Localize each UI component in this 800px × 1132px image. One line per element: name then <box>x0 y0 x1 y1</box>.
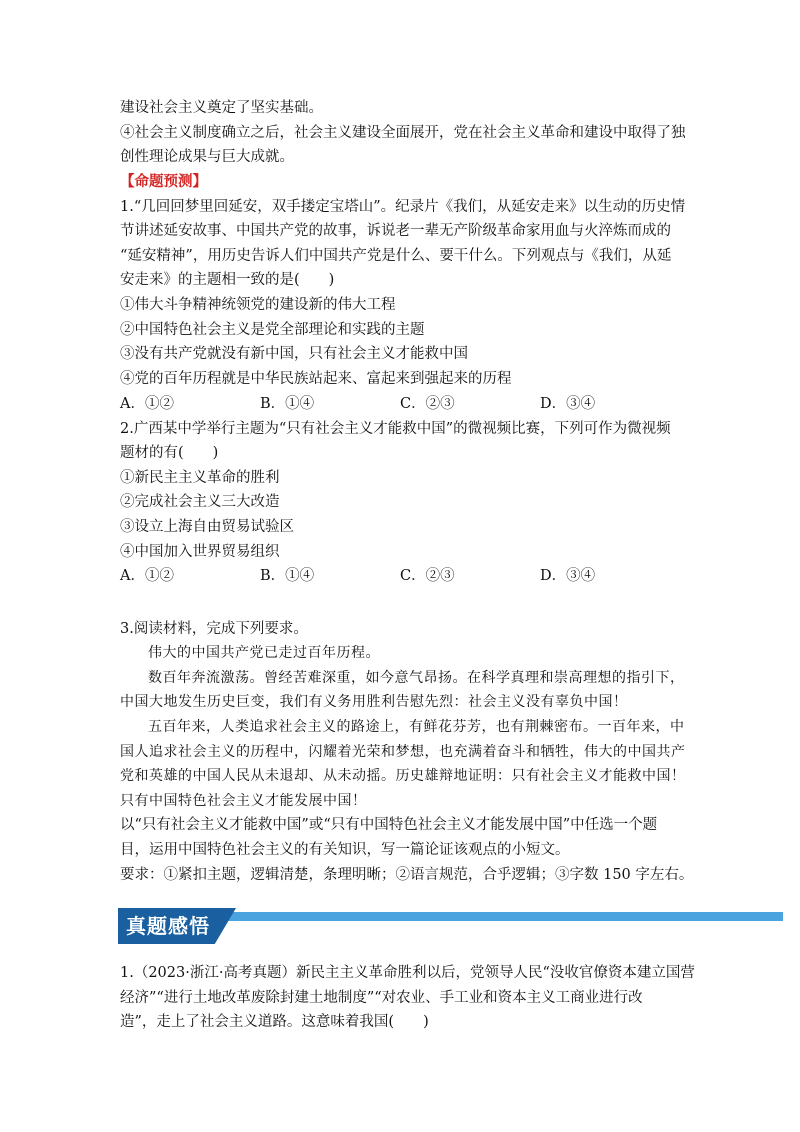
question-1-statement: ④党的百年历程就是中华民族站起来、富起来到强起来的历程 <box>120 371 512 387</box>
banner-stripe <box>213 912 783 921</box>
option-a[interactable]: A．①② <box>120 396 174 412</box>
question-1-stem: 安走来》的主题相一致的是( ) <box>120 272 335 288</box>
real-question-1-stem: 经济”“进行土地改革废除封建土地制度”“对农业、手工业和资本主义工商业进行改 <box>120 990 643 1006</box>
material-line: 五百年来，人类追求社会主义的路途上，有鲜花芬芳，也有荆棘密布。一百年来，中 <box>148 719 685 735</box>
material-line: 伟大的中国共产党已走过百年历程。 <box>148 645 380 661</box>
real-question-1-stem: 1.（2023·浙江·高考真题）新民主主义革命胜利以后，党领导人民“没收官僚资本建立国营 <box>120 965 695 981</box>
question-2-statement: ④中国加入世界贸易组织 <box>120 544 280 560</box>
text-line: ④社会主义制度确立之后，社会主义建设全面展开，党在社会主义革命和建设中取得了独 <box>120 125 686 141</box>
question-1-statement: ②中国特色社会主义是党全部理论和实践的主题 <box>120 322 425 338</box>
question-3-requirement: 要求：①紧扣主题，逻辑清楚，条理明晰；②语言规范，合乎逻辑；③字数 150 字左右。 <box>120 867 694 883</box>
question-3-stem: 3.阅读材料，完成下列要求。 <box>120 621 308 637</box>
option-c[interactable]: C．②③ <box>400 396 455 412</box>
text-line: 创性理论成果与巨大成就。 <box>120 149 294 165</box>
option-b[interactable]: B．①④ <box>260 396 315 412</box>
real-question-1-stem: 造”，走上了社会主义道路。这意味着我国( ) <box>120 1014 429 1030</box>
question-1-statement: ①伟大斗争精神统领党的建设新的伟大工程 <box>120 297 396 313</box>
question-2-stem: 题材的有( ) <box>120 445 219 461</box>
question-1-statement: ③没有共产党就没有新中国，只有社会主义才能救中国 <box>120 346 468 362</box>
option-d[interactable]: D．③④ <box>540 396 596 412</box>
text-line: 建设社会主义奠定了坚实基础。 <box>120 100 323 116</box>
section-banner <box>118 908 783 944</box>
material-line: 数百年奔流激荡。曾经苦难深重，如今意气昂扬。在科学真理和崇高理想的指引下， <box>148 670 685 686</box>
material-line: 党和英雄的中国人民从未退却、从未动摇。历史雄辩地证明：只有社会主义才能救中国！ <box>120 768 686 784</box>
question-3-requirement: 目，运用中国特色社会主义的有关知识，写一篇论证该观点的小短文。 <box>120 842 570 858</box>
question-2-stem: 2.广西某中学举行主题为“只有社会主义才能救中国”的微视频比赛，下列可作为微视频 <box>120 421 671 437</box>
option-d[interactable]: D．③④ <box>540 568 596 584</box>
option-a[interactable]: A．①② <box>120 568 174 584</box>
section-heading: 【命题预测】 <box>120 174 207 190</box>
question-2-statement: ③设立上海自由贸易试验区 <box>120 519 294 535</box>
question-1-stem: 节讲述延安故事、中国共产党的故事，诉说老一辈无产阶级革命家用血与火淬炼而成的 <box>120 223 671 239</box>
banner-title: 真题感悟 <box>126 914 210 938</box>
question-3-requirement: 以“只有社会主义才能救中国”或“只有中国特色社会主义才能发展中国”中任选一个题 <box>120 817 658 833</box>
material-line: 只有中国特色社会主义才能发展中国！ <box>120 793 367 809</box>
question-1-stem: “延安精神”，用历史告诉人们中国共产党是什么、要干什么。下列观点与《我们，从延 <box>120 248 672 264</box>
question-2-statement: ②完成社会主义三大改造 <box>120 494 280 510</box>
question-2-statement: ①新民主主义革命的胜利 <box>120 470 280 486</box>
material-line: 中国大地发生历史巨变，我们有义务用胜利告慰先烈：社会主义没有辜负中国！ <box>120 694 628 710</box>
option-b[interactable]: B．①④ <box>260 568 315 584</box>
question-1-stem: 1.“几回回梦里回延安，双手搂定宝塔山”。纪录片《我们，从延安走来》以生动的历史情 <box>120 199 686 215</box>
material-line: 国人追求社会主义的历程中，闪耀着光荣和梦想，也充满着奋斗和牺牲，伟大的中国共产 <box>120 744 686 760</box>
option-c[interactable]: C．②③ <box>400 568 455 584</box>
